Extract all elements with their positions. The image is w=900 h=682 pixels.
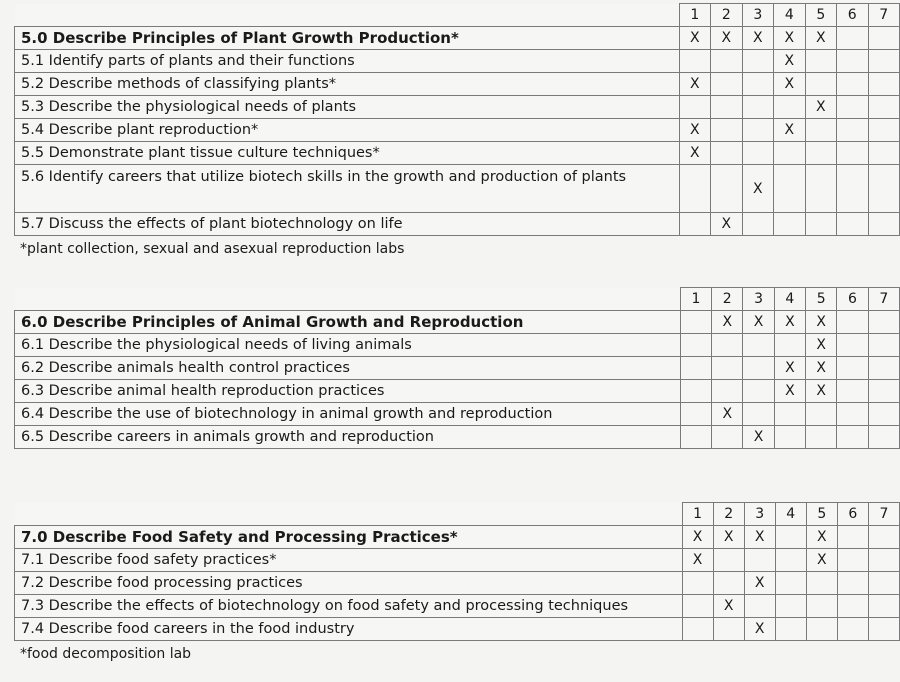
mark-cell-col-5 — [805, 73, 836, 96]
column-number-4: 4 — [775, 503, 806, 526]
mark-cell-col-5 — [806, 426, 837, 449]
column-number-7: 7 — [868, 503, 899, 526]
mark-cell-col-1 — [680, 403, 711, 426]
mark-cell-col-2 — [712, 380, 743, 403]
mark-cell-col-2 — [713, 572, 744, 595]
mark-cell-col-3 — [742, 96, 773, 119]
mark-cell-col-4: X — [774, 73, 805, 96]
standard-heading-text: 7.0 Describe Food Safety and Processing Practices* — [15, 526, 683, 549]
mark-cell-col-3 — [744, 595, 775, 618]
mark-cell-col-1: X — [679, 27, 710, 50]
mark-cell-col-2 — [711, 50, 742, 73]
mark-cell-col-7 — [868, 595, 899, 618]
mark-cell-col-1 — [682, 572, 713, 595]
column-number-6: 6 — [837, 288, 868, 311]
column-number-6: 6 — [837, 503, 868, 526]
column-number-1: 1 — [682, 503, 713, 526]
mark-cell-col-5 — [805, 119, 836, 142]
mark-cell-col-7 — [868, 426, 899, 449]
mark-cell-col-4: X — [774, 27, 805, 50]
mark-cell-col-6 — [837, 526, 868, 549]
mark-cell-col-7 — [868, 618, 899, 641]
mark-cell-col-1 — [680, 311, 711, 334]
column-number-6: 6 — [837, 4, 868, 27]
standard-description: 5.5 Demonstrate plant tissue culture techniques* — [15, 142, 680, 165]
mark-cell-col-5 — [806, 618, 837, 641]
mark-cell-col-1: X — [679, 119, 710, 142]
mark-cell-col-5: X — [805, 96, 836, 119]
mark-cell-col-3 — [743, 357, 774, 380]
mark-cell-col-4: X — [774, 119, 805, 142]
header-blank-cell — [15, 503, 683, 526]
mark-cell-col-5: X — [805, 27, 836, 50]
mark-cell-col-2: X — [711, 213, 742, 236]
mark-cell-col-2 — [711, 165, 742, 213]
mark-cell-col-1 — [680, 380, 711, 403]
standard-row — [15, 213, 900, 236]
mark-cell-col-3: X — [742, 165, 773, 213]
mark-cell-col-7 — [868, 526, 899, 549]
mark-cell-col-1 — [679, 165, 710, 213]
mark-cell-col-6 — [837, 142, 868, 165]
mark-cell-col-5 — [805, 213, 836, 236]
mark-cell-col-5: X — [806, 380, 837, 403]
mark-cell-col-6 — [837, 50, 868, 73]
standard-row — [15, 73, 900, 96]
mark-cell-col-5 — [806, 595, 837, 618]
mark-cell-col-4 — [775, 526, 806, 549]
mark-cell-col-4 — [774, 96, 805, 119]
column-number-4: 4 — [774, 288, 805, 311]
standard-row — [15, 119, 900, 142]
standard-description: 7.3 Describe the effects of biotechnology on food safety and processing techniques — [15, 595, 683, 618]
mark-cell-col-5 — [806, 403, 837, 426]
mark-cell-col-6 — [837, 165, 868, 213]
standard-description: 6.4 Describe the use of biotechnology in animal growth and reproduction — [15, 403, 681, 426]
column-number-1: 1 — [679, 4, 710, 27]
mark-cell-col-2 — [713, 549, 744, 572]
mark-cell-col-6 — [837, 403, 868, 426]
standard-description: 5.6 Identify careers that utilize biotech skills in the growth and production of plants — [15, 165, 680, 213]
standard-description: 6.2 Describe animals health control practices — [15, 357, 681, 380]
standard-row — [15, 165, 900, 213]
standard-heading-text: 5.0 Describe Principles of Plant Growth Production* — [15, 27, 680, 50]
standard-heading-row — [15, 27, 900, 50]
header-blank-cell — [15, 4, 680, 27]
mark-cell-col-7 — [868, 380, 899, 403]
mark-cell-col-3 — [742, 213, 773, 236]
standard-row — [15, 96, 900, 119]
mark-cell-col-3: X — [743, 311, 774, 334]
mark-cell-col-7 — [868, 119, 900, 142]
mark-cell-col-6 — [837, 96, 868, 119]
mark-cell-col-6 — [837, 426, 868, 449]
mark-cell-col-1: X — [682, 549, 713, 572]
mark-cell-col-7 — [868, 165, 900, 213]
mark-cell-col-3: X — [742, 27, 773, 50]
mark-cell-col-4: X — [774, 380, 805, 403]
standard-description: 6.5 Describe careers in animals growth and reproduction — [15, 426, 681, 449]
mark-cell-col-7 — [868, 213, 900, 236]
mark-cell-col-2: X — [711, 27, 742, 50]
standards-table-food-safety — [14, 502, 900, 641]
mark-cell-col-7 — [868, 334, 899, 357]
footnote-plant-labs: *plant collection, sexual and asexual reproduction labs — [20, 241, 405, 257]
mark-cell-col-3 — [742, 142, 773, 165]
mark-cell-col-5: X — [806, 357, 837, 380]
mark-cell-col-2 — [713, 618, 744, 641]
mark-cell-col-1 — [679, 96, 710, 119]
mark-cell-col-6 — [837, 119, 868, 142]
mark-cell-col-6 — [837, 380, 868, 403]
mark-cell-col-7 — [868, 142, 900, 165]
column-header-row — [15, 288, 900, 311]
mark-cell-col-2 — [711, 142, 742, 165]
column-number-5: 5 — [806, 288, 837, 311]
mark-cell-col-2 — [711, 73, 742, 96]
mark-cell-col-7 — [868, 357, 899, 380]
header-blank-cell — [15, 288, 681, 311]
column-header-row — [15, 4, 900, 27]
mark-cell-col-3: X — [744, 526, 775, 549]
mark-cell-col-6 — [837, 73, 868, 96]
column-number-2: 2 — [711, 4, 742, 27]
mark-cell-col-4 — [775, 572, 806, 595]
mark-cell-col-1: X — [682, 526, 713, 549]
standard-heading-row — [15, 526, 900, 549]
standard-description: 5.2 Describe methods of classifying plants* — [15, 73, 680, 96]
mark-cell-col-3 — [742, 73, 773, 96]
standards-table-animal-growth — [14, 287, 900, 449]
mark-cell-col-1 — [680, 426, 711, 449]
mark-cell-col-4 — [774, 334, 805, 357]
standard-description: 5.3 Describe the physiological needs of plants — [15, 96, 680, 119]
mark-cell-col-4 — [774, 165, 805, 213]
mark-cell-col-7 — [868, 96, 900, 119]
mark-cell-col-1 — [682, 595, 713, 618]
column-number-3: 3 — [742, 4, 773, 27]
standard-description: 7.2 Describe food processing practices — [15, 572, 683, 595]
mark-cell-col-3 — [743, 334, 774, 357]
mark-cell-col-1: X — [679, 73, 710, 96]
standard-row — [15, 426, 900, 449]
mark-cell-col-7 — [868, 311, 899, 334]
standard-row — [15, 380, 900, 403]
mark-cell-col-4 — [775, 618, 806, 641]
column-header-row — [15, 503, 900, 526]
mark-cell-col-1: X — [679, 142, 710, 165]
mark-cell-col-6 — [837, 618, 868, 641]
mark-cell-col-5: X — [806, 311, 837, 334]
standard-row — [15, 595, 900, 618]
mark-cell-col-7 — [868, 50, 900, 73]
mark-cell-col-2: X — [712, 311, 743, 334]
column-number-3: 3 — [744, 503, 775, 526]
mark-cell-col-3 — [743, 403, 774, 426]
mark-cell-col-2 — [712, 426, 743, 449]
mark-cell-col-6 — [837, 549, 868, 572]
mark-cell-col-3: X — [743, 426, 774, 449]
mark-cell-col-7 — [868, 403, 899, 426]
mark-cell-col-5: X — [806, 549, 837, 572]
mark-cell-col-6 — [837, 595, 868, 618]
standard-row — [15, 357, 900, 380]
standard-row — [15, 549, 900, 572]
mark-cell-col-2: X — [713, 526, 744, 549]
standard-description: 5.7 Discuss the effects of plant biotechnology on life — [15, 213, 680, 236]
standard-row — [15, 142, 900, 165]
mark-cell-col-2: X — [712, 403, 743, 426]
standard-description: 5.1 Identify parts of plants and their functions — [15, 50, 680, 73]
mark-cell-col-4 — [774, 213, 805, 236]
mark-cell-col-2 — [712, 334, 743, 357]
standard-description: 7.4 Describe food careers in the food industry — [15, 618, 683, 641]
mark-cell-col-5 — [805, 50, 836, 73]
standard-heading-row — [15, 311, 900, 334]
mark-cell-col-3 — [744, 549, 775, 572]
standards-table-plant-growth — [14, 3, 900, 236]
column-number-5: 5 — [805, 4, 836, 27]
mark-cell-col-7 — [868, 73, 900, 96]
mark-cell-col-4 — [775, 595, 806, 618]
mark-cell-col-5: X — [806, 526, 837, 549]
column-number-4: 4 — [774, 4, 805, 27]
mark-cell-col-5 — [806, 572, 837, 595]
mark-cell-col-4: X — [774, 357, 805, 380]
standard-description: 7.1 Describe food safety practices* — [15, 549, 683, 572]
mark-cell-col-5 — [805, 165, 836, 213]
mark-cell-col-6 — [837, 311, 868, 334]
mark-cell-col-1 — [682, 618, 713, 641]
mark-cell-col-4 — [774, 426, 805, 449]
mark-cell-col-4 — [775, 549, 806, 572]
mark-cell-col-3 — [742, 50, 773, 73]
standard-row — [15, 618, 900, 641]
mark-cell-col-3 — [743, 380, 774, 403]
mark-cell-col-6 — [837, 357, 868, 380]
standard-row — [15, 50, 900, 73]
mark-cell-col-5: X — [806, 334, 837, 357]
mark-cell-col-7 — [868, 572, 899, 595]
mark-cell-col-6 — [837, 27, 868, 50]
standard-heading-text: 6.0 Describe Principles of Animal Growth and Reproduction — [15, 311, 681, 334]
mark-cell-col-4 — [774, 403, 805, 426]
mark-cell-col-7 — [868, 27, 900, 50]
mark-cell-col-1 — [679, 50, 710, 73]
mark-cell-col-2: X — [713, 595, 744, 618]
mark-cell-col-1 — [679, 213, 710, 236]
mark-cell-col-1 — [680, 334, 711, 357]
mark-cell-col-6 — [837, 213, 868, 236]
mark-cell-col-1 — [680, 357, 711, 380]
standard-description: 5.4 Describe plant reproduction* — [15, 119, 680, 142]
standard-row — [15, 334, 900, 357]
column-number-1: 1 — [680, 288, 711, 311]
standard-description: 6.1 Describe the physiological needs of living animals — [15, 334, 681, 357]
standard-row — [15, 403, 900, 426]
mark-cell-col-7 — [868, 549, 899, 572]
mark-cell-col-4: X — [774, 311, 805, 334]
mark-cell-col-3: X — [744, 618, 775, 641]
column-number-5: 5 — [806, 503, 837, 526]
mark-cell-col-2 — [712, 357, 743, 380]
mark-cell-col-2 — [711, 96, 742, 119]
mark-cell-col-3: X — [744, 572, 775, 595]
standard-row — [15, 572, 900, 595]
mark-cell-col-4 — [774, 142, 805, 165]
mark-cell-col-5 — [805, 142, 836, 165]
mark-cell-col-6 — [837, 334, 868, 357]
mark-cell-col-2 — [711, 119, 742, 142]
column-number-7: 7 — [868, 288, 899, 311]
standard-description: 6.3 Describe animal health reproduction practices — [15, 380, 681, 403]
column-number-3: 3 — [743, 288, 774, 311]
mark-cell-col-6 — [837, 572, 868, 595]
footnote-food-lab: *food decomposition lab — [20, 646, 192, 662]
column-number-2: 2 — [713, 503, 744, 526]
mark-cell-col-4: X — [774, 50, 805, 73]
column-number-2: 2 — [712, 288, 743, 311]
mark-cell-col-3 — [742, 119, 773, 142]
column-number-7: 7 — [868, 4, 900, 27]
